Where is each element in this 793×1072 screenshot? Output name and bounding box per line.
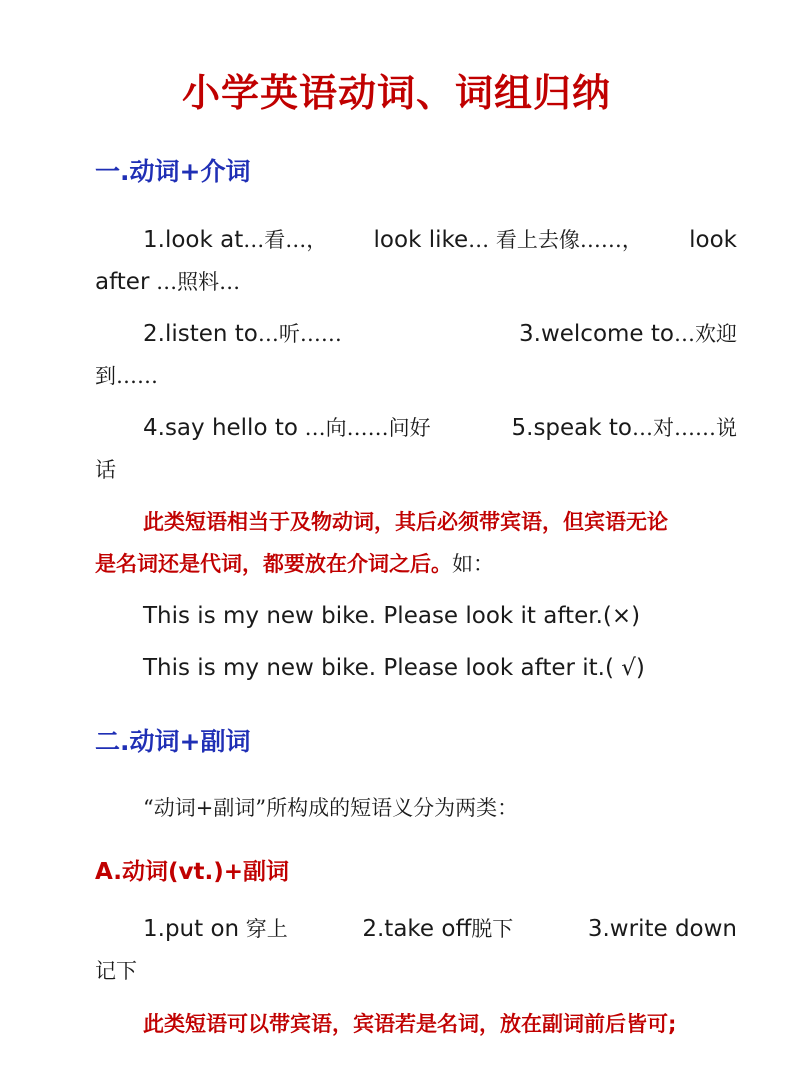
phrase-listen-to: 2.listen to…听…… <box>143 321 342 347</box>
section2-line1 <box>143 913 737 945</box>
phrase-take-off: 2.take off脱下 <box>362 916 514 942</box>
example-wrong: This is my new bike. Please look it after.(×) <box>143 603 641 629</box>
section1-line1-cont: after …照料… <box>95 269 241 295</box>
page-title: 小学英语动词、词组归纳 <box>181 71 611 115</box>
section1-line2-cont: 到…… <box>95 364 158 388</box>
phrase-speak-to: 5.speak to…对……说 <box>511 415 737 441</box>
phrase-look-like: look like… 看上去像……， <box>373 227 643 253</box>
phrase-look-at: 1.look at…看…， <box>143 227 328 253</box>
section2-line1-cont: 记下 <box>95 959 137 983</box>
section2-note: 此类短语可以带宾语，宾语若是名词，放在副词前后皆可; <box>143 1012 677 1036</box>
example-right: This is my new bike. Please look after it.( √) <box>143 655 645 681</box>
phrase-say-hello-to: 4.say hello to …向……问好 <box>143 415 431 441</box>
section2-intro: “动词+副词”所构成的短语义分为两类： <box>143 796 519 820</box>
section1-note-line1: 此类短语相当于及物动词，其后必须带宾语，但宾语无论 <box>143 510 668 534</box>
section2-subheading: A.动词(vt.)+副词 <box>95 859 289 885</box>
section1-note-line2: 是名词还是代词，都要放在介词之后。如： <box>95 552 494 576</box>
section2-heading: 二.动词+副词 <box>95 727 251 756</box>
section1-heading: 一.动词+介词 <box>95 157 251 186</box>
phrase-welcome-to: 3.welcome to…欢迎 <box>519 321 737 347</box>
phrase-write-down: 3.write down <box>587 916 737 942</box>
phrase-put-on: 1.put on 穿上 <box>143 916 288 942</box>
phrase-look-after-start: look <box>689 227 737 253</box>
section1-line2 <box>143 318 737 350</box>
section1-line3-cont: 话 <box>95 458 116 482</box>
section1-line1 <box>143 224 737 256</box>
section1-line3 <box>143 412 737 444</box>
